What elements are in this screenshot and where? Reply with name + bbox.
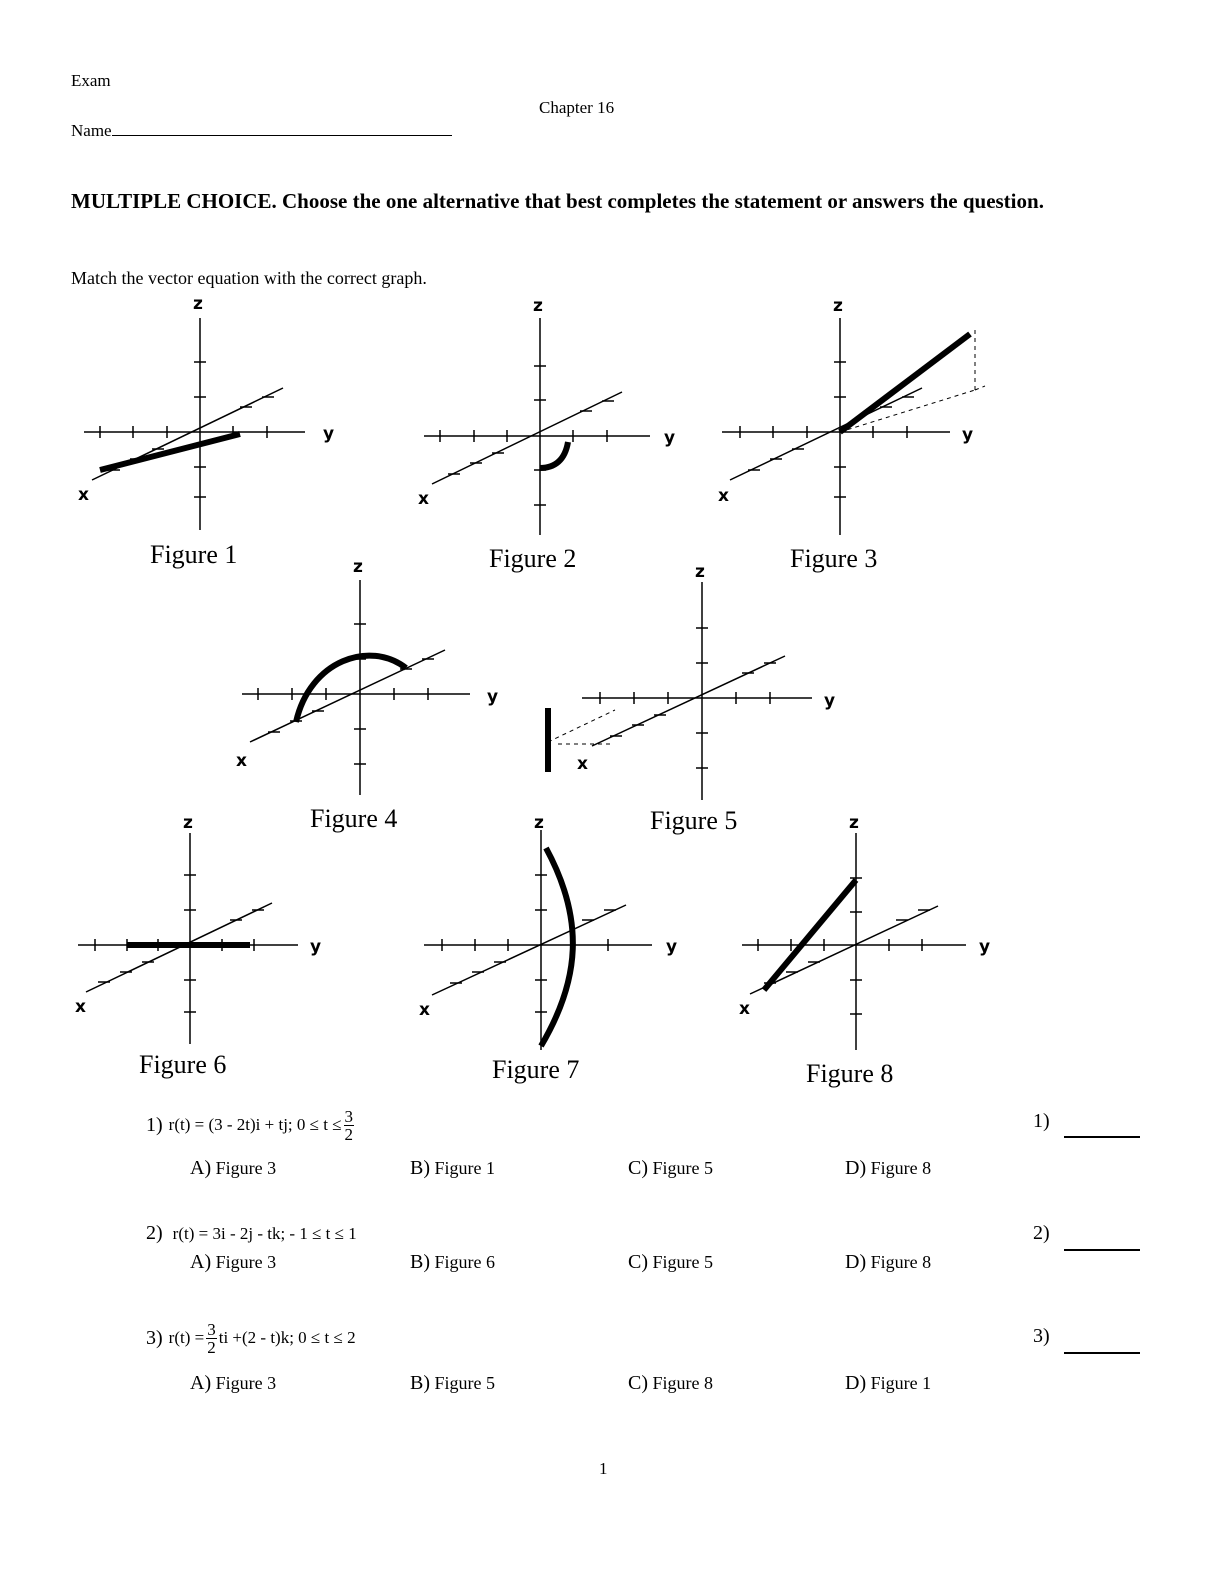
choice-letter: D) <box>845 1372 867 1394</box>
figure-4 <box>242 580 470 795</box>
question-2-choice-c[interactable] <box>628 1251 713 1274</box>
choice-letter: A) <box>190 1372 212 1394</box>
choice-text: Figure 3 <box>215 1252 277 1272</box>
figure-8-z-label: z <box>849 813 859 833</box>
question-3-fraction <box>206 1321 217 1356</box>
figure-2-z-label: z <box>533 296 543 316</box>
question-2-number: 2) <box>146 1222 163 1244</box>
figure-1 <box>84 318 305 530</box>
choice-text: Figure 5 <box>652 1158 713 1178</box>
figure-3-z-label: z <box>833 296 843 316</box>
choice-letter: C) <box>628 1251 648 1273</box>
fraction-numerator: 3 <box>344 1106 354 1126</box>
question-3-choice-a[interactable] <box>190 1372 276 1395</box>
choice-text: Figure 3 <box>215 1373 277 1393</box>
question-2-equation: r(t) = 3i - 2j - tk; - 1 ≤ t ≤ 1 <box>172 1224 357 1243</box>
choice-letter: B) <box>410 1372 430 1394</box>
figure-2-x-label: x <box>418 489 429 509</box>
choice-text: Figure 8 <box>870 1158 932 1178</box>
figure-1-z-label: z <box>193 294 203 314</box>
fraction-denominator: 2 <box>344 1124 354 1144</box>
figure-7-x-label: x <box>419 1000 430 1020</box>
figure-4-z-label: z <box>353 557 363 577</box>
figure-8-y-label: y <box>979 937 991 957</box>
choice-letter: A) <box>190 1251 212 1273</box>
choice-letter: B) <box>410 1157 430 1179</box>
figure-4-x-label: x <box>236 751 247 771</box>
figure-5-y-label: y <box>824 691 836 711</box>
choice-text: Figure 5 <box>434 1373 495 1393</box>
choice-letter: D) <box>845 1251 867 1273</box>
section-instructions: MULTIPLE CHOICE. Choose the one alternative that best completes the statement or answers the question. <box>71 189 1044 213</box>
figure-7 <box>424 830 652 1050</box>
question-1-choice-b[interactable] <box>410 1157 495 1180</box>
figure-7-y-label: y <box>666 937 678 957</box>
figure-6-y-label: y <box>310 937 322 957</box>
choice-letter: C) <box>628 1372 648 1394</box>
question-1-choice-d[interactable] <box>845 1157 931 1180</box>
choice-text: Figure 6 <box>434 1252 495 1272</box>
question-2-choice-b[interactable] <box>410 1251 495 1274</box>
choice-text: Figure 1 <box>870 1373 932 1393</box>
figure-6-x-label: x <box>75 997 86 1017</box>
figure-2 <box>424 318 650 535</box>
question-3-choice-d[interactable] <box>845 1372 931 1395</box>
choice-text: Figure 1 <box>434 1158 495 1178</box>
figure-5-x-label: x <box>577 754 588 774</box>
choice-letter: D) <box>845 1157 867 1179</box>
choice-letter: A) <box>190 1157 212 1179</box>
question-3-stem <box>146 1316 356 1360</box>
figure-6-caption: Figure 6 <box>139 1050 227 1079</box>
name-label: Name <box>71 121 112 140</box>
section-prompt: Match the vector equation with the correct graph. <box>71 268 427 288</box>
figure-5-caption: Figure 5 <box>650 806 738 835</box>
figure-4-caption: Figure 4 <box>310 804 398 833</box>
question-1-choice-a[interactable] <box>190 1157 276 1180</box>
page-number: 1 <box>599 1459 608 1478</box>
figure-8 <box>742 833 966 1050</box>
figure-2-y-label: y <box>664 428 676 448</box>
question-2-choice-d[interactable] <box>845 1251 931 1274</box>
figure-1-y-label: y <box>323 424 335 444</box>
chapter-label: Chapter 16 <box>539 98 615 117</box>
question-3-choice-b[interactable] <box>410 1372 495 1395</box>
choice-text: Figure 3 <box>215 1158 277 1178</box>
choice-letter: C) <box>628 1157 648 1179</box>
figure-3-caption: Figure 3 <box>790 544 878 573</box>
question-3-choice-c[interactable] <box>628 1372 713 1395</box>
figure-7-z-label: z <box>534 813 544 833</box>
figure-4-y-label: y <box>487 687 499 707</box>
question-3-number: 3) <box>146 1326 163 1349</box>
figure-6-z-label: z <box>183 813 193 833</box>
figure-1-x-label: x <box>78 485 89 505</box>
question-2-stem <box>146 1222 357 1245</box>
question-1-stem <box>146 1103 356 1147</box>
figure-8-caption: Figure 8 <box>806 1059 894 1088</box>
answer-3-label: 3) <box>1033 1325 1050 1347</box>
figure-5-z-label: z <box>695 562 705 582</box>
figure-6 <box>78 833 298 1044</box>
fraction-numerator: 3 <box>207 1319 216 1339</box>
figure-7-caption: Figure 7 <box>492 1055 580 1084</box>
choice-text: Figure 5 <box>652 1252 713 1272</box>
question-1-fraction <box>344 1108 355 1143</box>
choice-text: Figure 8 <box>652 1373 713 1393</box>
figure-2-caption: Figure 2 <box>489 544 577 573</box>
figure-3-y-label: y <box>962 425 974 445</box>
exam-label: Exam <box>71 71 111 90</box>
answer-1-label: 1) <box>1033 1110 1050 1132</box>
figure-3-x-label: x <box>718 486 729 506</box>
question-1-number: 1) <box>146 1113 163 1136</box>
question-3-equation-suffix: ti +(2 - t)k; 0 ≤ t ≤ 2 <box>218 1328 356 1347</box>
answer-2-label: 2) <box>1033 1222 1050 1244</box>
question-2-choice-a[interactable] <box>190 1251 276 1274</box>
fraction-denominator: 2 <box>207 1337 216 1357</box>
choice-text: Figure 8 <box>870 1252 932 1272</box>
question-1-choice-c[interactable] <box>628 1157 713 1180</box>
question-3-equation-prefix: r(t) = <box>168 1328 205 1347</box>
figure-8-x-label: x <box>739 999 750 1019</box>
answer-3-blank[interactable] <box>1064 1352 1140 1354</box>
choice-letter: B) <box>410 1251 430 1273</box>
question-1-equation: r(t) = (3 - 2t)i + tj; 0 ≤ t ≤ <box>168 1115 342 1134</box>
answer-1-blank[interactable] <box>1064 1136 1140 1138</box>
figure-3 <box>722 318 985 535</box>
answer-2-blank[interactable] <box>1064 1249 1140 1251</box>
figure-1-caption: Figure 1 <box>150 540 238 569</box>
